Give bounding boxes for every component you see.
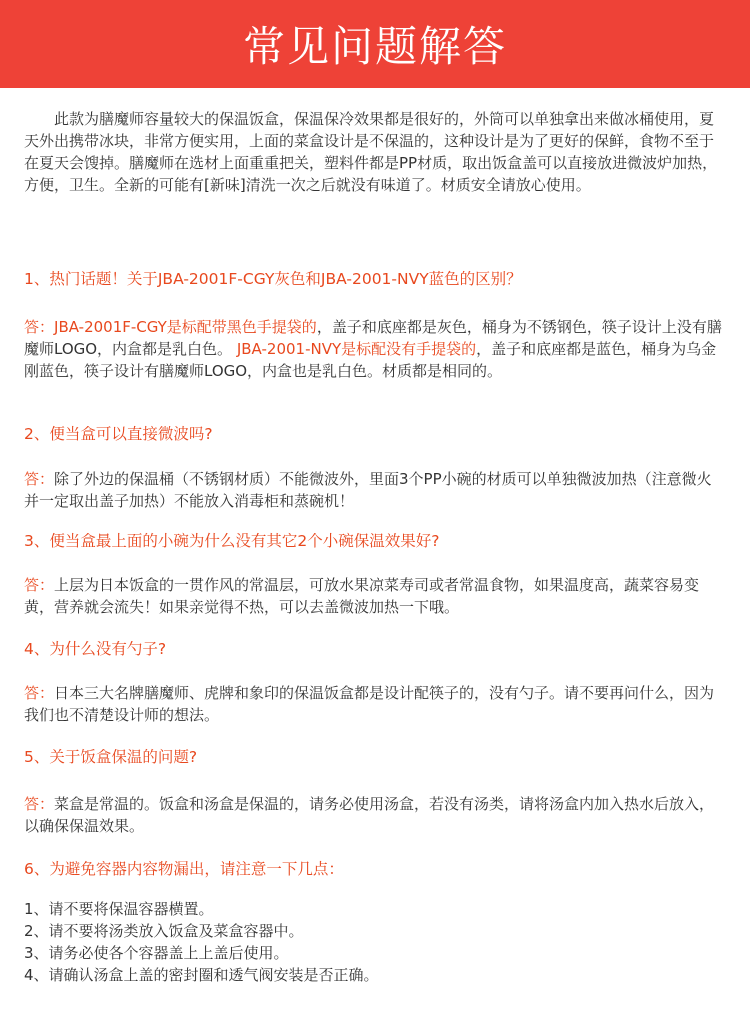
answer-2 (24, 468, 724, 512)
answer-label: 答： (24, 470, 55, 488)
answer-5-text: 菜盒是常温的。饭盒和汤盒是保温的，请务必使用汤盒，若没有汤类，请将汤盒内加入热水后放入，以确保保温效果。 (24, 795, 715, 835)
list-item: 3、请务必使各个容器盖上上盖后使用。 (24, 944, 289, 962)
answer-3-text: 上层为日本饭盒的一贯作风的常温层，可放水果凉菜寿司或者常温食物，如果温度高，蔬菜容易变黄，营养就会流失！如果亲觉得不热，可以去盖微波加热一下哦。 (24, 576, 700, 616)
list-item: 4、请确认汤盒上盖的密封圈和透气阀安装是否正确。 (24, 966, 379, 984)
answer-1-highlight-2: JBA-2001-NVY是标配没有手提袋的 (236, 340, 477, 358)
question-6: 6、为避免容器内容物漏出，请注意一下几点： (24, 860, 344, 878)
answer-2-text: 除了外边的保温桶（不锈钢材质）不能微波外，里面3个PP小碗的材质可以单独微波加热（注意微火并一定取出盖子加热）不能放入消毒柜和蒸碗机！ (24, 470, 712, 510)
page-title: 常见问题解答 (242, 22, 507, 71)
answer-5 (24, 793, 724, 837)
question-2: 2、便当盒可以直接微波吗? (24, 425, 213, 443)
header-banner (0, 0, 750, 88)
answer-label: 答： (24, 318, 55, 336)
list-item: 2、请不要将汤类放入饭盒及菜盒容器中。 (24, 922, 304, 940)
list-item: 1、请不要将保温容器横置。 (24, 900, 214, 918)
question-4: 4、为什么没有勺子? (24, 640, 167, 658)
answer-1 (24, 316, 724, 382)
answer-3 (24, 574, 724, 618)
intro-paragraph: 此款为膳魔师容量较大的保温饭盒，保温保冷效果都是很好的，外筒可以单独拿出来做冰桶使用，夏天外出携带冰块，非常方便实用，上面的菜盒设计是不保温的，这种设计是为了更好的保鲜，食物不至于在夏天会馊掉。膳魔师在选材上面重重把关，塑料件都是PP材质，取出饭盒盖可以直接放进微波炉加热，方便，卫生。全新的可能有[新味]清洗一次之后就没有味道了。材质安全请放心使用。 (24, 110, 718, 194)
tips-list (24, 898, 724, 986)
faq-document (0, 88, 750, 1009)
question-1: 1、热门话题！关于JBA-2001F-CGY灰色和JBA-2001-NVY蓝色的区别？ (24, 270, 522, 288)
question-3: 3、便当盒最上面的小碗为什么没有其它2个小碗保温效果好? (24, 532, 440, 550)
answer-label: 答： (24, 576, 55, 594)
answer-1-text-1: ，盖子和底座都是灰色，桶身为不锈钢色，筷子设计上没有膳魔师LOGO，内盒都是乳白色。 (24, 318, 722, 358)
answer-label: 答： (24, 684, 55, 702)
answer-1-text-2: ，盖子和底座都是蓝色，桶身为乌金刚蓝色，筷子设计有膳魔师LOGO，内盒也是乳白色。材质都是相同的。 (24, 340, 717, 380)
answer-1-highlight-1: JBA-2001F-CGY是标配带黑色手提袋的 (54, 318, 317, 336)
answer-label: 答： (24, 795, 55, 813)
question-5: 5、关于饭盒保温的问题? (24, 748, 198, 766)
answer-4-text: 日本三大名牌膳魔师、虎牌和象印的保温饭盒都是设计配筷子的，没有勺子。请不要再问什么，因为我们也不清楚设计师的想法。 (24, 684, 715, 724)
answer-4 (24, 682, 724, 726)
